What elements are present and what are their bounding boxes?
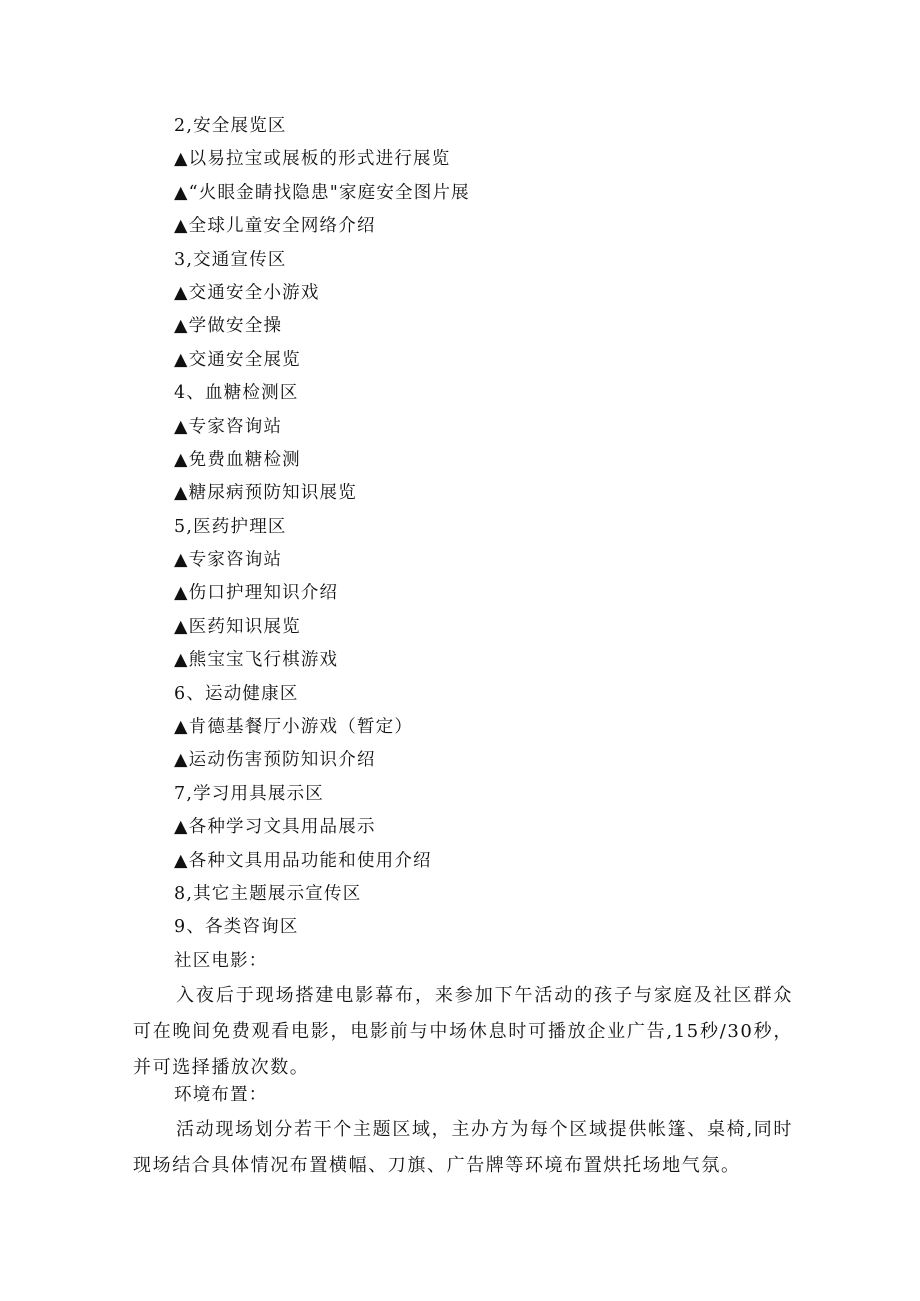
zone-heading-safety-exhibit: 2,安全展览区 [174, 116, 287, 136]
cinema-paragraph: 入夜后于现场搭建电影幕布，来参加下午活动的孩子与家庭及社区群众可在晚间免费观看电影，电影前与中场休息时可播放企业广告,15秒/30秒，并可选择播放次数。 [133, 985, 793, 1078]
zone-heading-consultation: 9、各类咨询区 [174, 917, 299, 938]
list-item: ▲学做安全操 [174, 316, 283, 337]
list-item: ▲全球儿童安全网络介绍 [174, 216, 376, 237]
zone-heading-medical-care: 5,医药护理区 [174, 516, 287, 537]
list-item: ▲专家咨询站 [174, 416, 283, 437]
list-item: ▲专家咨询站 [174, 550, 283, 571]
zone-heading-blood-sugar: 4、血糖检测区 [174, 383, 299, 404]
list-item: ▲各种学习文具用品展示 [174, 817, 376, 838]
environment-paragraph: 活动现场划分若干个主题区域，主办方为每个区域提供帐篷、桌椅,同时现场结合具体情况布置横幅、刀旗、广告牌等环境布置烘托场地气氛。 [133, 1119, 793, 1176]
list-item: ▲“火眼金睛找隐患"家庭安全图片展 [174, 182, 470, 203]
zone-heading-other-themes: 8,其它主题展示宣传区 [174, 883, 362, 904]
list-item: ▲运动伤害预防知识介绍 [174, 750, 376, 771]
list-item: ▲各种文具用品功能和使用介绍 [174, 850, 432, 871]
section-heading-environment: 环境布置： [174, 1085, 268, 1105]
list-item: ▲肯德基餐厅小游戏（暂定） [174, 717, 414, 738]
zone-heading-study-supplies: 7,学习用具展示区 [174, 783, 324, 804]
list-item: ▲交通安全展览 [174, 349, 301, 370]
section-heading-cinema: 社区电影： [174, 950, 268, 971]
list-item: ▲医药知识展览 [174, 616, 301, 637]
list-item: ▲免费血糖检测 [174, 449, 301, 470]
zone-heading-traffic: 3,交通宣传区 [174, 249, 287, 270]
list-item: ▲以易拉宝或展板的形式进行展览 [174, 149, 451, 170]
zone-heading-sports-health: 6、运动健康区 [174, 683, 299, 704]
list-item: ▲交通安全小游戏 [174, 282, 320, 303]
activity-zone-list [174, 110, 470, 978]
list-item: ▲糖尿病预防知识展览 [174, 483, 357, 504]
list-item: ▲伤口护理知识介绍 [174, 583, 339, 604]
list-item: ▲熊宝宝飞行棋游戏 [174, 650, 339, 671]
